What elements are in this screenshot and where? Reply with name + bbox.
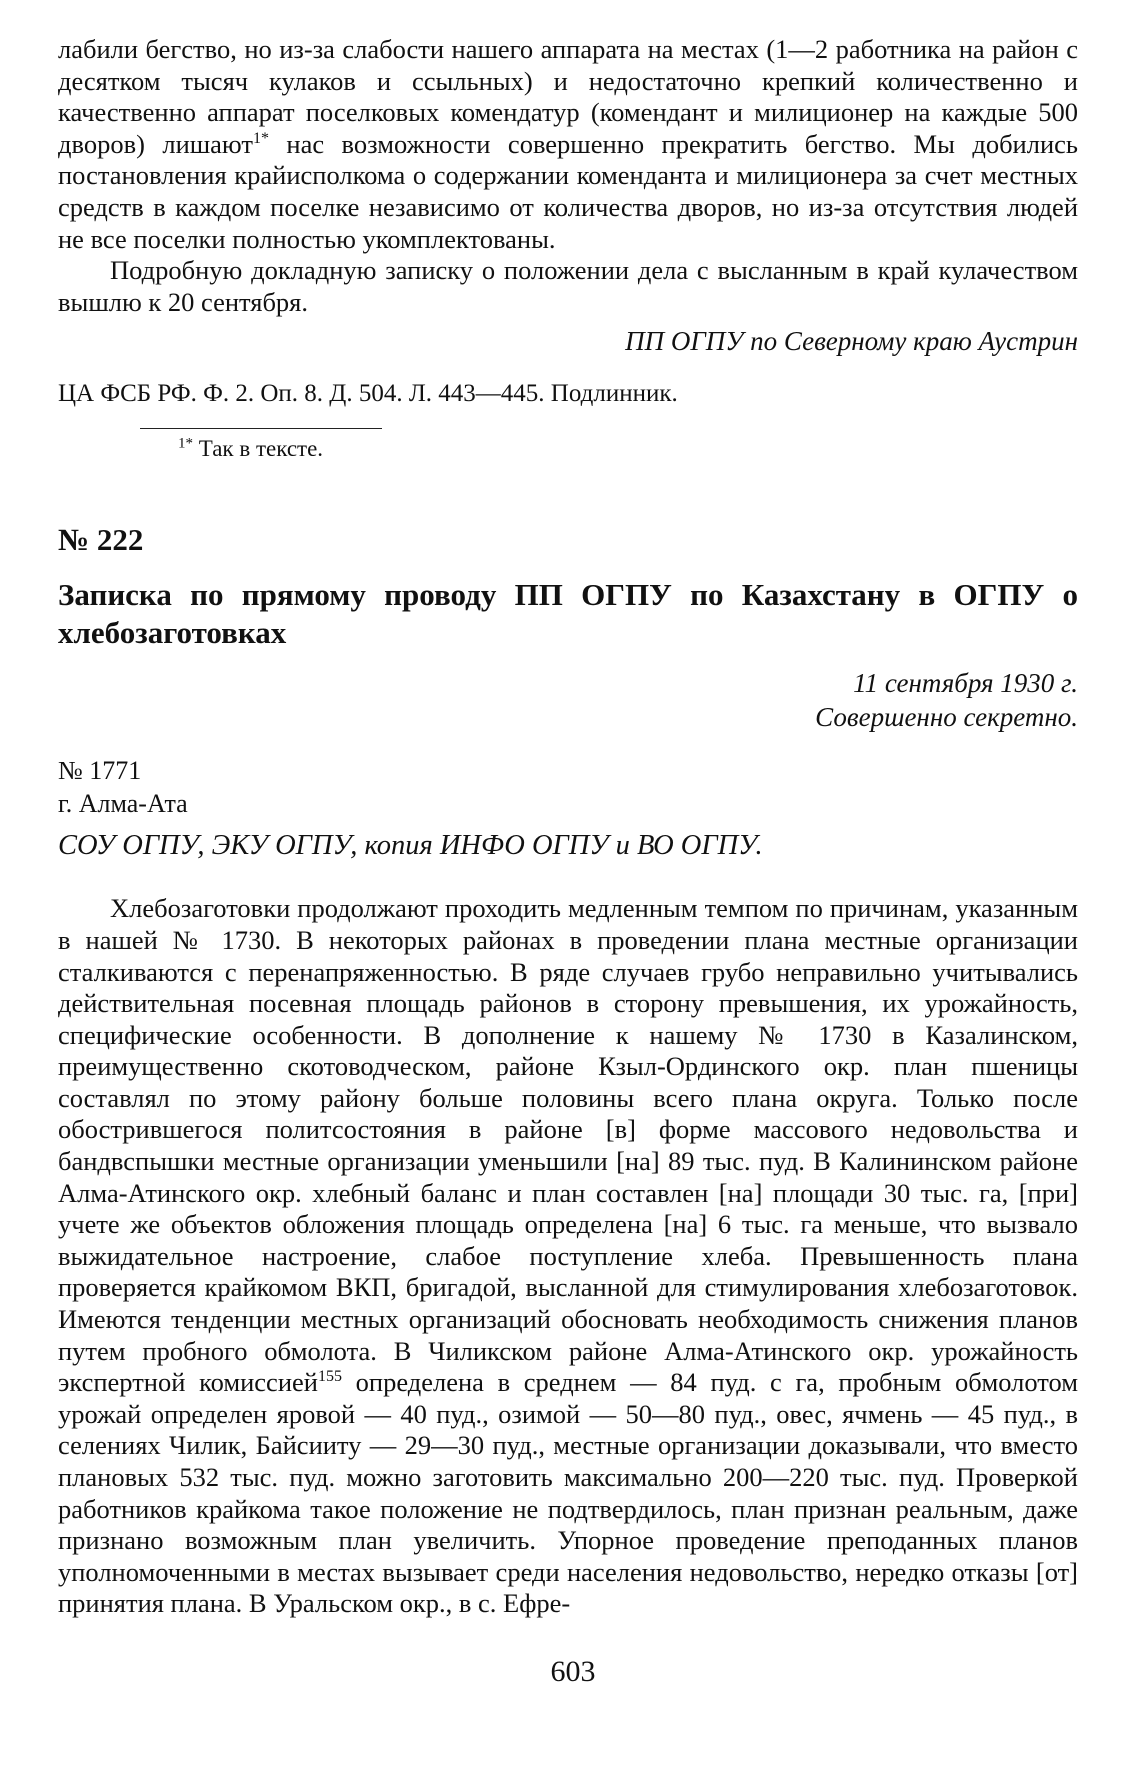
classification-stamp: Совершенно секретно. — [815, 701, 1078, 732]
addressee: СОУ ОГПУ, ЭКУ ОГПУ, копия ИНФО ОГПУ и ВО ОГПУ. — [58, 829, 763, 861]
endnote-reference: 155 — [317, 1368, 342, 1386]
footnote-divider — [140, 428, 382, 429]
archive-reference: ЦА ФСБ РФ. Ф. 2. Оп. 8. Д. 504. Л. 443—445. Подлинник. — [58, 379, 678, 407]
prev-doc-paragraph-2: Подробную докладную записку о положении дела с высланным в край кулачеством вышлю к 20 сентября. — [58, 255, 1078, 317]
page-number: 603 — [550, 1655, 596, 1688]
document-date: 11 сентября 1930 г. — [853, 667, 1078, 698]
document-title: Записка по прямому проводу ПП ОГПУ по Казахстану в ОГПУ о хлебозаготовках — [58, 576, 1078, 650]
document-body: Хлебозаготовки продолжают проходить медленным темпом по причинам, указанным в нашей № 1730. В некоторых районах в проведении плана местные организации сталкиваются с перенапряженностью. В ряде случаев грубо неправильно учитывались действительная посевная площадь районов в сторону превышения, их урожайность, специфические особенности. В дополнение к нашему № 1730 в Казалинском, преимущественно скотоводческом, районе Кзыл-Ординского окр. план пшеницы составлял по этому району больше половины всего плана округа. Только после обострившегося политсостояния в районе [в] форме массового недовольства и бандвспышки местные организации уменьшили [на] 89 тыс. пуд. В Калининском районе Алма-Атинского окр. хлебный баланс и план составлен [на] площади 30 тыс. га, [при] учете же объектов обложения площадь определена [на] 6 тыс. га меньше, что вызвало выжидательное настроение, слабое поступление хлеба. Превышенность плана проверяется крайкомом ВКП, бригадой, высланной для стимулирования хлебозаготовок. Имеются тенденции местных организаций обосновать необходимость снижения планов путем пробного обмолота. В Чиликском районе Алма-Атинского окр. урожайность экспертной комиссией$^{155}$ определена в среднем — 84 пуд. с га, пробным обмолотом урожай определен яровой — 40 пуд., озимой — 50—80 пуд., овес, ячмень — 45 пуд., в селениях Чилик, Байсииту — 29—30 пуд., местные организации доказывали, что вместо плановых 532 тыс. пуд. можно заготовить максимально 200—220 тыс. пуд. Проверкой работников крайкома такое положение не подтвердилось, план признан реальным, даже признано возможным план увеличить. Упорное проведение преподанных планов уполномоченными в местах вызывает среди населения недовольство, нередко отказы [от] принятия плана. В Уральском окр., в с. Ефре- — [58, 893, 1078, 1619]
prev-doc-paragraph-1: лабили бегство, но из-за слабости нашего аппарата на местах (1—2 работника на район с десятком тысяч кулаков и ссыльных) и недостаточно крепкий количественно и качественно аппарат поселковых комендатур (комендант и милиционер на каждые 500 дворов) лишают$^{1*}$ нас возможности совершенно прекратить бегство. Мы добились постановления крайисполкома о содержании коменданта и милиционера за счет местных средств в каждом поселке независимо от количества дворов, но из-за отсутствия людей не все поселки полностью укомплектованы. — [58, 34, 1078, 254]
footnote: $^{1*}$ Так в тексте. — [178, 434, 324, 461]
footnote-marker: 1* — [252, 129, 269, 147]
signature: ПП ОГПУ по Северному краю Аустрин — [625, 326, 1078, 357]
document-number: № 222 — [58, 522, 144, 558]
page-content — [58, 34, 1078, 1620]
registration-number: № 1771 — [58, 755, 142, 785]
city: г. Алма-Ата — [58, 788, 188, 818]
